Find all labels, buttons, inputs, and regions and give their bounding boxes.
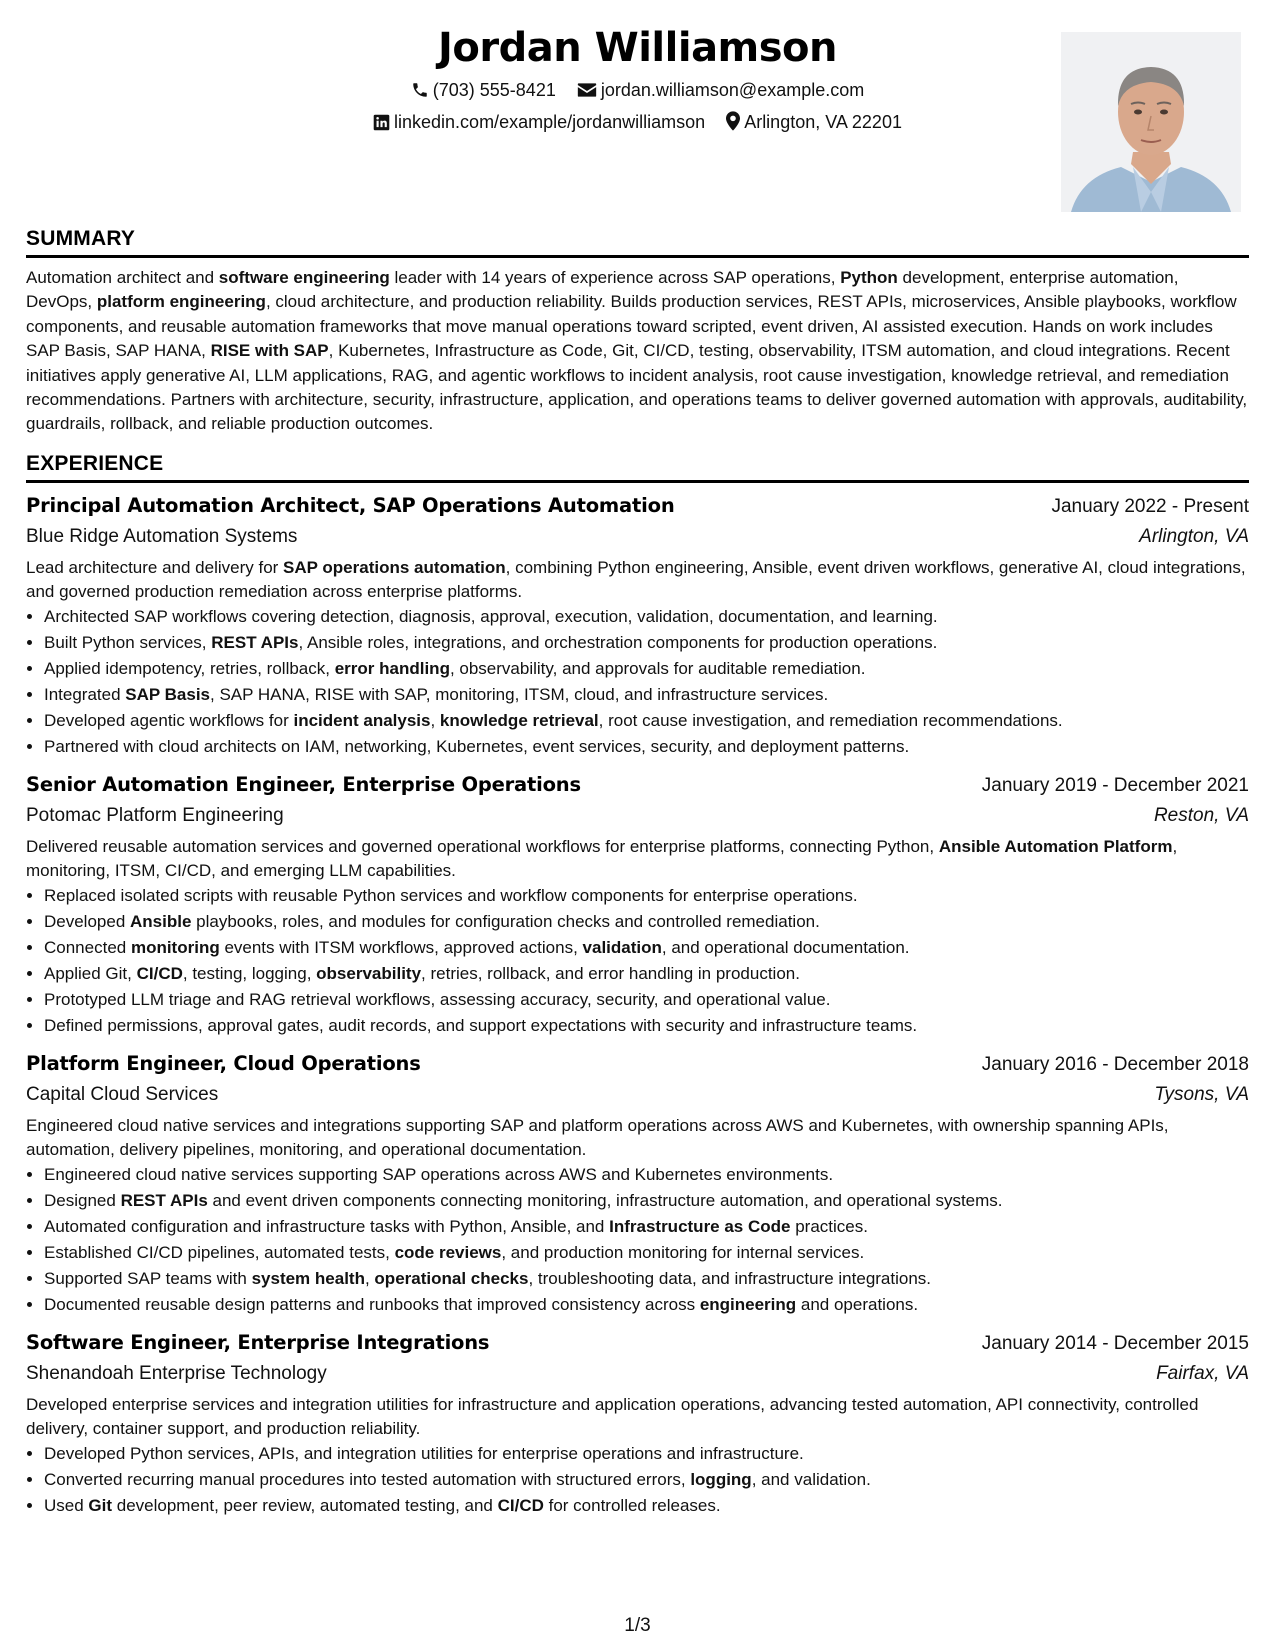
text-run: development, enterprise automation, DevOps, bbox=[26, 268, 1179, 312]
bold-keyword: error handling bbox=[334, 658, 450, 678]
bold-keyword: SAP operations automation bbox=[283, 557, 506, 577]
profile-photo bbox=[1061, 32, 1241, 212]
text-run: development, peer review, automated testing, and bbox=[112, 1495, 498, 1515]
job-entry bbox=[26, 1328, 1249, 1519]
text-run: Developed Python services, APIs, and integration utilities for enterprise operations and infrastructure. bbox=[44, 1443, 804, 1463]
bold-keyword: RISE with SAP bbox=[210, 341, 329, 361]
text-run: Engineered cloud native services supporting SAP operations across AWS and Kubernetes environments. bbox=[44, 1164, 834, 1184]
job-title-row bbox=[26, 1328, 1249, 1359]
text-run: playbooks, roles, and modules for configuration checks and controlled remediation. bbox=[191, 911, 820, 931]
location-contact bbox=[726, 110, 902, 134]
bullet-item bbox=[44, 604, 1249, 630]
job-title: Platform Engineer, Cloud Operations bbox=[26, 1051, 421, 1075]
experience-list bbox=[26, 491, 1249, 1519]
text-run: Architected SAP workflows covering detection, diagnosis, approval, execution, validation, documentation, and learning. bbox=[44, 606, 938, 626]
text-run: , SAP HANA, RISE with SAP, monitoring, ITSM, cloud, and infrastructure services. bbox=[210, 684, 829, 704]
text-run: Prototyped LLM triage and RAG retrieval workflows, assessing accuracy, security, and operational value. bbox=[44, 989, 831, 1009]
bold-keyword: monitoring bbox=[130, 937, 220, 957]
bullet-item bbox=[44, 1013, 1249, 1039]
text-run: , Ansible roles, integrations, and orchestration components for production operations. bbox=[298, 632, 938, 652]
bullet-item bbox=[44, 987, 1249, 1013]
text-run: Delivered reusable automation services and governed operational workflows for enterprise platforms, connecting Python, bbox=[26, 836, 939, 856]
email-text[interactable]: jordan.williamson@example.com bbox=[600, 80, 865, 100]
bold-keyword: Ansible Automation Platform bbox=[938, 836, 1173, 856]
job-location: Reston, VA bbox=[1153, 804, 1249, 826]
text-run: and event driven components connecting monitoring, infrastructure automation, and operational systems. bbox=[207, 1190, 1003, 1210]
text-run: , bbox=[430, 710, 440, 730]
text-run: , and validation. bbox=[751, 1469, 871, 1489]
text-run: Automation architect and bbox=[26, 268, 219, 287]
text-run: Partnered with cloud architects on IAM, networking, Kubernetes, event services, security, and deployment patterns. bbox=[44, 736, 910, 756]
text-run: Replaced isolated scripts with reusable Python services and workflow components for enterprise operations. bbox=[44, 885, 858, 905]
page-number: 1/3 bbox=[624, 1615, 651, 1636]
email-contact[interactable] bbox=[577, 78, 864, 102]
text-run: Built Python services, bbox=[44, 632, 212, 652]
bullet-item bbox=[44, 630, 1249, 656]
bullet-item bbox=[44, 682, 1249, 708]
job-bullets bbox=[26, 1441, 1249, 1519]
bullet-item bbox=[44, 1162, 1249, 1188]
text-run: and operations. bbox=[796, 1294, 919, 1314]
job-company: Shenandoah Enterprise Technology bbox=[26, 1362, 327, 1384]
phone-text: (703) 555-8421 bbox=[432, 80, 556, 100]
resume-page bbox=[26, 22, 1249, 1529]
job-dates: January 2014 - December 2015 bbox=[981, 1332, 1249, 1354]
bold-keyword: platform engineering bbox=[96, 292, 266, 312]
linkedin-text[interactable]: linkedin.com/example/jordanwilliamson bbox=[394, 112, 706, 132]
job-title-row bbox=[26, 491, 1249, 522]
job-location: Fairfax, VA bbox=[1156, 1362, 1249, 1384]
bold-keyword: Ansible bbox=[130, 911, 192, 931]
text-run: , and production monitoring for internal services. bbox=[501, 1242, 865, 1262]
bullet-item bbox=[44, 961, 1249, 987]
bullet-item bbox=[44, 1240, 1249, 1266]
bullet-item bbox=[44, 734, 1249, 760]
job-entry bbox=[26, 1049, 1249, 1318]
job-dates: January 2022 - Present bbox=[1051, 495, 1249, 517]
bullet-item bbox=[44, 909, 1249, 935]
job-company-row bbox=[26, 1080, 1249, 1110]
bold-keyword: validation bbox=[582, 937, 662, 957]
text-run: practices. bbox=[790, 1216, 868, 1236]
phone-icon bbox=[411, 81, 429, 99]
bold-keyword: CI/CD bbox=[497, 1495, 544, 1515]
text-run: , cloud architecture, and production reliability. Builds production services, REST APIs, microservices, Ansible playbooks, workflow components, and reusable automation frameworks that move manual operations toward scripted, event driven, AI assisted execution. Hands on work includes SAP Basis, SAP HANA, bbox=[26, 292, 1237, 361]
bullet-item bbox=[44, 1266, 1249, 1292]
job-description bbox=[26, 556, 1249, 604]
text-run: , root cause investigation, and remediation recommendations. bbox=[598, 710, 1063, 730]
linkedin-contact[interactable] bbox=[373, 110, 705, 134]
bullet-item bbox=[44, 708, 1249, 734]
job-title: Senior Automation Engineer, Enterprise Operations bbox=[26, 772, 581, 796]
bold-keyword: engineering bbox=[699, 1294, 797, 1314]
bullet-item bbox=[44, 656, 1249, 682]
bold-keyword: code reviews bbox=[394, 1242, 502, 1262]
linkedin-icon bbox=[373, 114, 390, 131]
bullet-item bbox=[44, 883, 1249, 909]
text-run: leader with 14 years of experience across SAP operations, bbox=[389, 268, 841, 287]
text-run: , Kubernetes, Infrastructure as Code, Git, CI/CD, testing, observability, ITSM automation, and cloud integrations. Recent initiatives apply generative AI, LLM applications, RAG, and agentic workflows to incident analysis, root cause investigation, knowledge retrieval, and remediation recommendations. Partners with architecture, security, infrastructure, application, and operations teams to deliver governed automation with approvals, auditability, guardrails, rollback, and reliable production outcomes. bbox=[26, 341, 1248, 434]
phone-contact bbox=[411, 78, 556, 102]
job-bullets bbox=[26, 604, 1249, 760]
text-run: Automated configuration and infrastructure tasks with Python, Ansible, and bbox=[44, 1216, 610, 1236]
text-run: , retries, rollback, and error handling in production. bbox=[421, 963, 800, 983]
summary-text bbox=[26, 266, 1249, 437]
job-dates: January 2016 - December 2018 bbox=[981, 1053, 1249, 1075]
job-description bbox=[26, 1393, 1249, 1441]
location-text: Arlington, VA 22201 bbox=[744, 112, 902, 132]
resume-header bbox=[26, 22, 1249, 214]
candidate-name: Jordan Williamson bbox=[437, 25, 838, 71]
text-run: Lead architecture and delivery for bbox=[26, 557, 284, 577]
job-title: Software Engineer, Enterprise Integrations bbox=[26, 1330, 490, 1354]
job-company-row bbox=[26, 1359, 1249, 1389]
job-entry bbox=[26, 491, 1249, 760]
text-run: Integrated bbox=[44, 684, 126, 704]
text-run: events with ITSM workflows, approved actions, bbox=[219, 937, 583, 957]
bold-keyword: logging bbox=[690, 1469, 752, 1489]
job-title-row bbox=[26, 1049, 1249, 1080]
text-run: Developed enterprise services and integration utilities for infrastructure and application operations, advancing tested automation, API connectivity, controlled delivery, container support, and production reliability. bbox=[26, 1394, 1199, 1438]
job-company-row bbox=[26, 522, 1249, 552]
bullet-item bbox=[44, 1467, 1249, 1493]
map-pin-icon bbox=[726, 111, 740, 131]
text-run: Engineered cloud native services and integrations supporting SAP and platform operations across AWS and Kubernetes, with ownership spanning APIs, automation, delivery pipelines, monitoring, and operational documentation. bbox=[26, 1115, 1169, 1159]
experience-heading: EXPERIENCE bbox=[26, 451, 1249, 483]
bold-keyword: CI/CD bbox=[136, 963, 183, 983]
bold-keyword: REST APIs bbox=[211, 632, 299, 652]
bullet-item bbox=[44, 1214, 1249, 1240]
text-run: Designed bbox=[44, 1190, 121, 1210]
bold-keyword: SAP Basis bbox=[125, 684, 211, 704]
bold-keyword: incident analysis bbox=[293, 710, 431, 730]
text-run: Documented reusable design patterns and runbooks that improved consistency across bbox=[44, 1294, 700, 1314]
job-company: Potomac Platform Engineering bbox=[26, 804, 284, 826]
text-run: Established CI/CD pipelines, automated tests, bbox=[44, 1242, 395, 1262]
job-location: Arlington, VA bbox=[1139, 525, 1249, 547]
text-run: , combining Python engineering, Ansible, event driven workflows, generative AI, cloud integrations, and governed production remediation across enterprise platforms. bbox=[26, 557, 1246, 601]
bullet-item bbox=[44, 1493, 1249, 1519]
text-run: , and operational documentation. bbox=[661, 937, 910, 957]
bold-keyword: Git bbox=[88, 1495, 113, 1515]
job-company: Blue Ridge Automation Systems bbox=[26, 525, 298, 547]
bold-keyword: Python bbox=[840, 268, 898, 287]
text-run: Used bbox=[44, 1495, 89, 1515]
job-dates: January 2019 - December 2021 bbox=[981, 774, 1249, 796]
bold-keyword: Infrastructure as Code bbox=[609, 1216, 791, 1236]
text-run: Converted recurring manual procedures into tested automation with structured errors, bbox=[44, 1469, 691, 1489]
text-run: Developed agentic workflows for bbox=[44, 710, 294, 730]
bold-keyword: operational checks bbox=[374, 1268, 529, 1288]
job-company-row bbox=[26, 801, 1249, 831]
job-bullets bbox=[26, 1162, 1249, 1318]
bullet-item bbox=[44, 1292, 1249, 1318]
text-run: Defined permissions, approval gates, audit records, and support expectations with security and infrastructure teams. bbox=[44, 1015, 918, 1035]
text-run: , monitoring, ITSM, CI/CD, and emerging LLM capabilities. bbox=[26, 836, 1178, 880]
text-run: , testing, logging, bbox=[182, 963, 317, 983]
summary-heading: SUMMARY bbox=[26, 226, 1249, 258]
text-run: , observability, and approvals for auditable remediation. bbox=[449, 658, 866, 678]
job-description bbox=[26, 835, 1249, 883]
text-run: Connected bbox=[44, 937, 131, 957]
bold-keyword: knowledge retrieval bbox=[439, 710, 599, 730]
job-description bbox=[26, 1114, 1249, 1162]
job-company: Capital Cloud Services bbox=[26, 1083, 219, 1105]
text-run: for controlled releases. bbox=[543, 1495, 721, 1515]
text-run: Developed bbox=[44, 911, 131, 931]
text-run: Applied idempotency, retries, rollback, bbox=[44, 658, 335, 678]
text-run: Applied Git, bbox=[44, 963, 137, 983]
job-title: Principal Automation Architect, SAP Operations Automation bbox=[26, 493, 675, 517]
envelope-icon bbox=[577, 81, 597, 99]
text-run: , troubleshooting data, and infrastructure integrations. bbox=[528, 1268, 932, 1288]
job-bullets bbox=[26, 883, 1249, 1039]
bold-keyword: system health bbox=[251, 1268, 365, 1288]
bold-keyword: observability bbox=[316, 963, 422, 983]
bold-keyword: REST APIs bbox=[120, 1190, 208, 1210]
bold-keyword: software engineering bbox=[218, 268, 390, 287]
text-run: , bbox=[364, 1268, 375, 1288]
job-entry bbox=[26, 770, 1249, 1039]
bullet-item bbox=[44, 1188, 1249, 1214]
text-run: Supported SAP teams with bbox=[44, 1268, 252, 1288]
job-location: Tysons, VA bbox=[1154, 1083, 1249, 1105]
bullet-item bbox=[44, 935, 1249, 961]
job-title-row bbox=[26, 770, 1249, 801]
bullet-item bbox=[44, 1441, 1249, 1467]
